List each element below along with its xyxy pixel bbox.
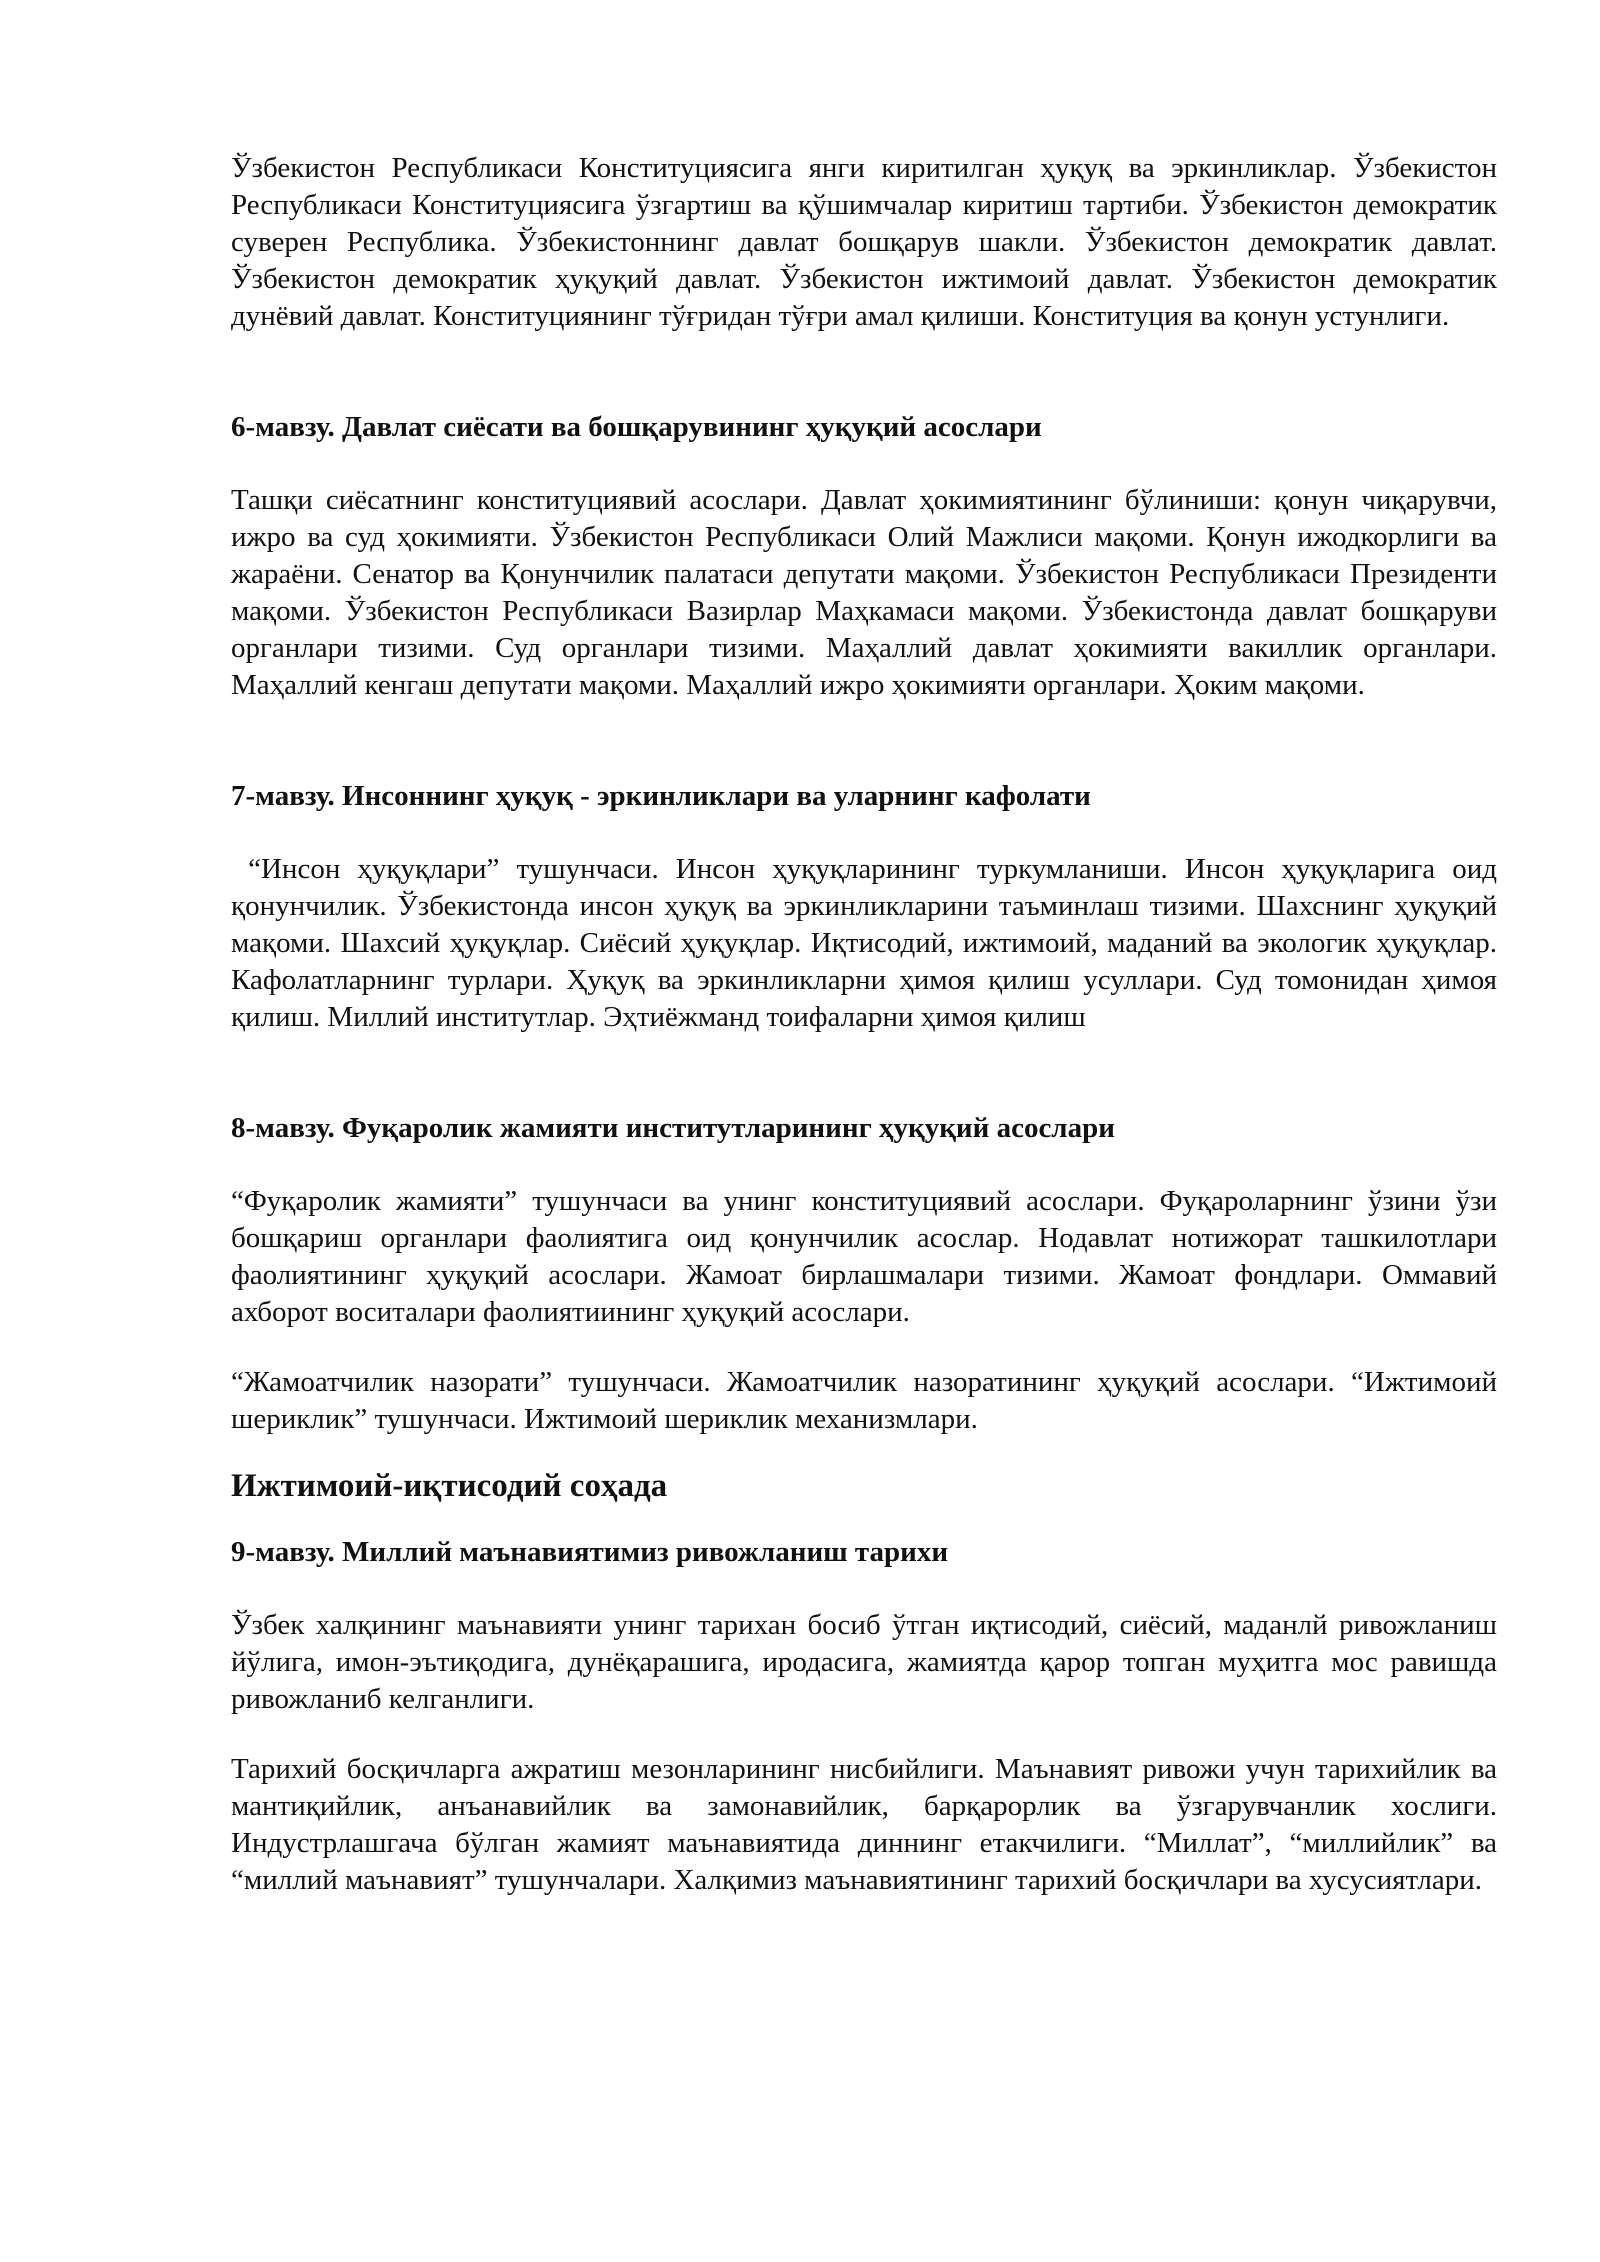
topic-9-heading: 9-мавзу. Миллий маънавиятимиз ривожланиш тарихи xyxy=(231,1536,949,1568)
topic-7-heading: 7-мавзу. Инсоннинг ҳуқуқ - эркинликлари ва уларнинг кафолати xyxy=(231,780,1091,812)
topic-9-paragraph-1: Ўзбек халқининг маънавияти унинг тарихан босиб ўтган иқтисодий, сиёсий, маданлй ривожланиш йўлига, имон-эътиқодига, дунёқарашига, иродасига, жамиятда қарор топган муҳитга мос равишда ривожланиб келганлиги. xyxy=(231,1609,1497,1715)
spacer xyxy=(231,1438,1497,1466)
spacer xyxy=(231,446,1497,482)
spacer xyxy=(231,704,1497,778)
topic-8-paragraph-1: “Фуқаролик жамияти” тушунчаси ва унинг конституциявий асослари. Фуқароларнинг ўзини ўзи бошқариш органлари фаолиятига оид қонунчилик асослар. Нодавлат нотижорат ташкилотлари фаолиятининг ҳуқуқий асослари. Жамоат бирлашмалари тизими. Жамоат фондлари. Оммавий ахборот воситалари фаолиятиининг ҳуқуқий асослари. xyxy=(231,1185,1497,1328)
topic-8-heading: 8-мавзу. Фуқаролик жамияти институтларининг ҳуқуқий асослари xyxy=(231,1112,1115,1144)
spacer xyxy=(231,815,1497,851)
section-title: Ижтимоий-иқтисодий соҳада xyxy=(231,1468,668,1504)
spacer xyxy=(231,1571,1497,1607)
topic-7-paragraph: “Инсон ҳуқуқлари” тушунчаси. Инсон ҳуқуқларининг туркумланиши. Инсон ҳуқуқларига оид қонунчилик. Ўзбекистонда инсон ҳуқуқ ва эркинликларини таъминлаш тизими. Шахснинг ҳуқуқий мақоми. Шахсий ҳуқуқлар. Сиёсий ҳуқуқлар. Иқтисодий, ижтимоий, маданий ва экологик ҳуқуқлар. Кафолатларнинг турлари. Ҳуқуқ ва эркинликларни ҳимоя қилиш усуллари. Суд томонидан ҳимоя қилиш. Миллий институтлар. Эҳтиёжманд тоифаларни ҳимоя қилиш xyxy=(231,853,1505,1033)
topic-8-paragraph-2: “Жамоатчилик назорати” тушунчаси. Жамоатчилик назоратининг ҳуқуқий асослари. “Ижтимоий шериклик” тушунчаси. Ижтимоий шериклик механизмлари. xyxy=(231,1366,1497,1435)
topic-6-heading: 6-мавзу. Давлат сиёсати ва бошқарувининг ҳуқуқий асослари xyxy=(231,411,1042,443)
topic-6-paragraph: Ташқи сиёсатнинг конституциявий асослари. Давлат ҳокимиятининг бўлиниши: қонун чиқарувчи, ижро ва суд ҳокимияти. Ўзбекистон Республикаси Олий Мажлиси мақоми. Қонун ижодкорлиги ва жараёни. Сенатор ва Қонунчилик палатаси депутати мақоми. Ўзбекистон Республикаси Президенти мақоми. Ўзбекистон Республикаси Вазирлар Маҳкамаси мақоми. Ўзбекистонда давлат бошқаруви органлари тизими. Суд органлари тизими. Маҳаллий давлат ҳокимияти вакиллик органлари. Маҳаллий кенгаш депутати мақоми. Маҳаллий ижро ҳокимияти органлари. Ҳоким мақоми. xyxy=(231,484,1497,701)
document-body xyxy=(231,150,1505,1899)
spacer xyxy=(231,1506,1497,1534)
spacer xyxy=(231,1036,1497,1110)
topic-9-paragraph-2: Тарихий босқичларга ажратиш мезонларининг нисбийлиги. Маънавият ривожи учун тарихийлик ва мантиқийлик, анъанавийлик ва замонавийлик, барқарорлик ва ўзгарувчанлик хослиги. Индустрлашгача бўлган жамият маънавиятида диннинг етакчилиги. “Миллат”, “миллийлик” ва “миллий маънавият” тушунчалари. Халқимиз маънавиятининг тарихий босқичлари ва хусусиятлари. xyxy=(231,1753,1497,1896)
intro-paragraph: Ўзбекистон Республикаси Конституциясига янги киритилган ҳуқуқ ва эркинликлар. Ўзбекистон Республикаси Конституциясига ўзгартиш ва қўшимчалар киритиш тартиби. Ўзбекистон демократик суверен Республика. Ўзбекистоннинг давлат бошқарув шакли. Ўзбекистон демократик давлат. Ўзбекистон демократик ҳуқуқий давлат. Ўзбекистон ижтимоий давлат. Ўзбекистон демократик дунёвий давлат. Конституциянинг тўғридан тўғри амал қилиши. Конституция ва қонун устунлиги. xyxy=(231,152,1497,332)
spacer xyxy=(231,1718,1497,1751)
spacer xyxy=(231,1331,1497,1364)
spacer xyxy=(231,1147,1497,1183)
spacer xyxy=(231,335,1497,409)
